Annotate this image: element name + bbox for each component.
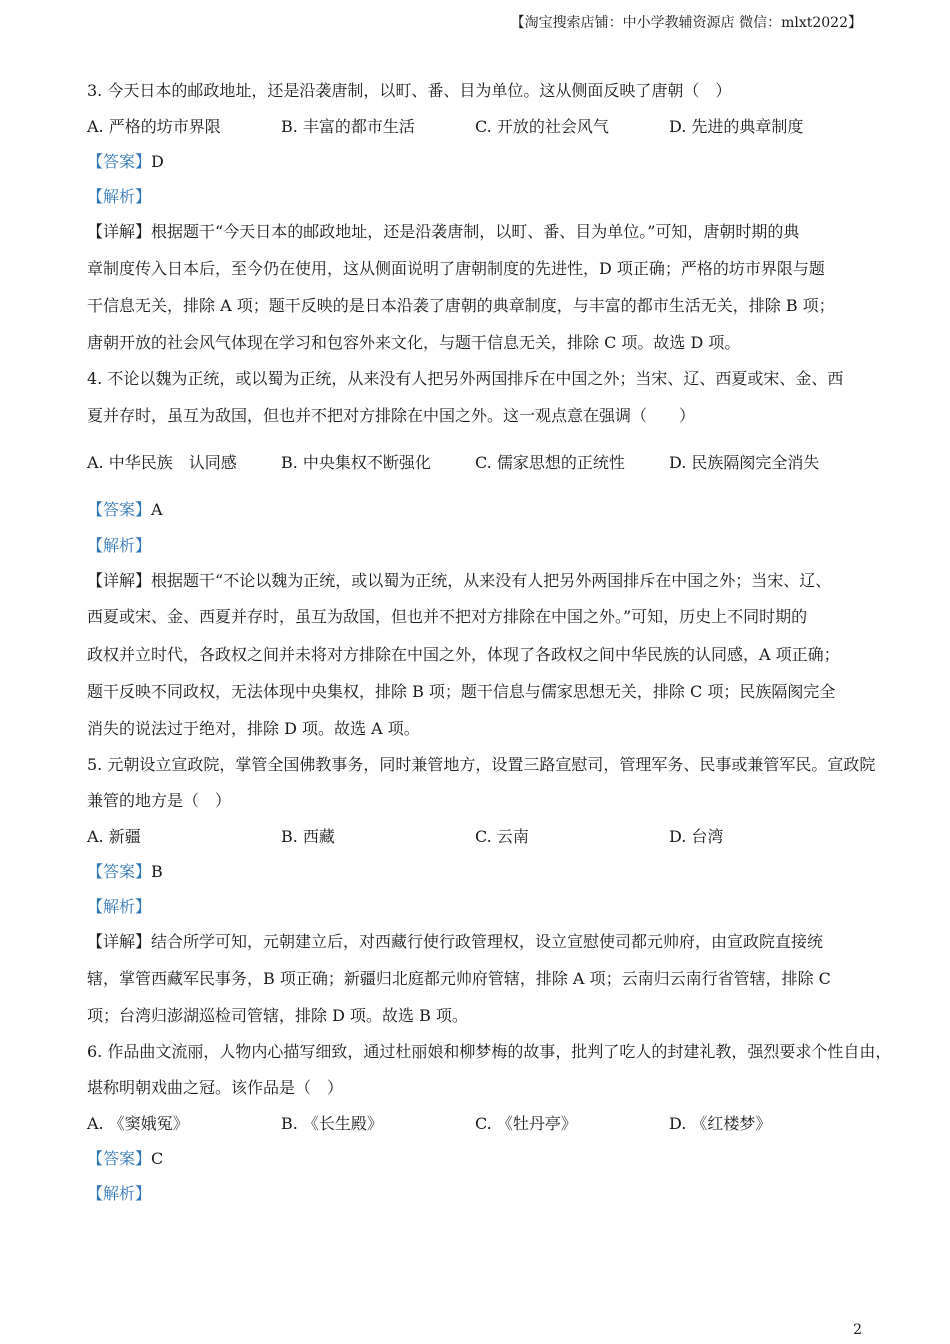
answer-tag: 【答案】 [87, 500, 152, 519]
q6-stem: 6. 作品曲文流丽，人物内心描写细致，通过杜丽娘和柳梦梅的故事，批判了吃人的封建礼教，强烈要求个性自由， [87, 1042, 892, 1061]
q6-option-c: C. 《牡丹亭》 [475, 1114, 577, 1133]
q4-detail-line: 西夏或宋、金、西夏并存时，虽互为敌国，但也并不把对方排除在中国之外。”可知，历史上不同时期的 [87, 607, 808, 626]
q6-option-d: D. 《红楼梦》 [669, 1114, 772, 1133]
q4-option-b: B. 中央集权不断强化 [281, 453, 431, 472]
q6-option-a: A. 《窦娥冤》 [87, 1114, 189, 1133]
q4-stem: 夏并存时，虽互为敌国，但也并不把对方排除在中国之外。这一观点意在强调（ ） [87, 406, 696, 425]
answer-value: A [151, 500, 163, 519]
q4-detail-line [87, 570, 831, 592]
q4-answer [87, 499, 163, 521]
q5-option-d: D. 台湾 [669, 827, 724, 846]
q6-option-b: B. 《长生殿》 [281, 1114, 383, 1133]
q5-option-c: C. 云南 [475, 827, 529, 846]
q4-detail-line: 政权并立时代，各政权之间并未将对方排除在中国之外，体现了各政权之间中华民族的认同感，A 项正确； [87, 645, 840, 664]
q3-detail-line: 干信息无关，排除 A 项；题干反映的是日本沿袭了唐朝的典章制度，与丰富的都市生活无关，排除 B 项； [87, 296, 835, 315]
q4-analysis-tag: 【解析】 [87, 536, 152, 555]
q6-stem: 堪称明朝戏曲之冠。该作品是（ ） [87, 1078, 344, 1097]
q4-option-c: C. 儒家思想的正统性 [475, 453, 625, 472]
q3-option-c: C. 开放的社会风气 [475, 117, 609, 136]
q3-detail-line [87, 221, 799, 243]
q3-option-a: A. 严格的坊市界限 [87, 117, 221, 136]
detail-tag: 【详解】 [87, 571, 152, 590]
q5-option-a: A. 新疆 [87, 827, 141, 846]
q5-answer [87, 861, 163, 883]
answer-tag: 【答案】 [87, 1149, 152, 1168]
answer-value: C [151, 1149, 164, 1168]
q3-detail-line: 唐朝开放的社会风气体现在学习和包容外来文化，与题干信息无关，排除 C 项。故选 D 项。 [87, 333, 741, 352]
detail-tag: 【详解】 [87, 932, 152, 951]
q5-detail-line: 辖，掌管西藏军民事务，B 项正确；新疆归北庭都元帅府管辖，排除 A 项；云南归云南行省管辖，排除 C [87, 969, 831, 988]
q3-detail-line: 章制度传入日本后，至今仍在使用，这从侧面说明了唐朝制度的先进性，D 项正确；严格的坊市界限与题 [87, 259, 825, 278]
q4-detail-line: 消失的说法过于绝对，排除 D 项。故选 A 项。 [87, 719, 420, 738]
q3-option-b: B. 丰富的都市生活 [281, 117, 415, 136]
answer-tag: 【答案】 [87, 152, 152, 171]
q5-option-b: B. 西藏 [281, 827, 335, 846]
q5-stem: 5. 元朝设立宣政院，掌管全国佛教事务，同时兼管地方，设置三路宣慰司，管理军务、民事或兼管军民。宣政院 [87, 755, 876, 774]
q6-answer [87, 1148, 163, 1170]
q5-analysis-tag: 【解析】 [87, 897, 152, 916]
detail-text: 结合所学可知，元朝建立后，对西藏行使行政管理权，设立宣慰使司都元帅府，由宣政院直接统 [151, 932, 824, 951]
q6-analysis-tag: 【解析】 [87, 1184, 152, 1203]
q3-option-d: D. 先进的典章制度 [669, 117, 804, 136]
detail-text: 根据题干“今天日本的邮政地址，还是沿袭唐制，以町、番、目为单位。”可知，唐朝时期的典 [151, 222, 800, 241]
q5-stem: 兼管的地方是（ ） [87, 791, 232, 810]
answer-value: D [151, 152, 164, 171]
detail-text: 根据题干“不论以魏为正统，或以蜀为正统，从来没有人把另外两国排斥在中国之外；当宋、辽、 [151, 571, 832, 590]
q4-stem: 4. 不论以魏为正统，或以蜀为正统，从来没有人把另外两国排斥在中国之外；当宋、辽、西夏或宋、金、西 [87, 369, 844, 388]
answer-tag: 【答案】 [87, 862, 152, 881]
q3-answer [87, 151, 164, 173]
q4-detail-line: 题干反映不同政权，无法体现中央集权，排除 B 项；题干信息与儒家思想无关，排除 C 项；民族隔阂完全 [87, 682, 836, 701]
header-watermark: 【淘宝搜索店铺：中小学教辅资源店 微信：mlxt2022】 [510, 15, 862, 31]
q4-option-a: A. 中华民族 认同感 [87, 453, 237, 472]
q5-detail-line [87, 931, 823, 953]
q3-stem: 3. 今天日本的邮政地址，还是沿袭唐制，以町、番、目为单位。这从侧面反映了唐朝（ ） [87, 81, 732, 100]
answer-value: B [151, 862, 163, 881]
q5-detail-line: 项；台湾归澎湖巡检司管辖，排除 D 项。故选 B 项。 [87, 1006, 468, 1025]
detail-tag: 【详解】 [87, 222, 152, 241]
q4-option-d: D. 民族隔阂完全消失 [669, 453, 820, 472]
page-number: 2 [853, 1322, 862, 1338]
q3-analysis-tag: 【解析】 [87, 187, 152, 206]
